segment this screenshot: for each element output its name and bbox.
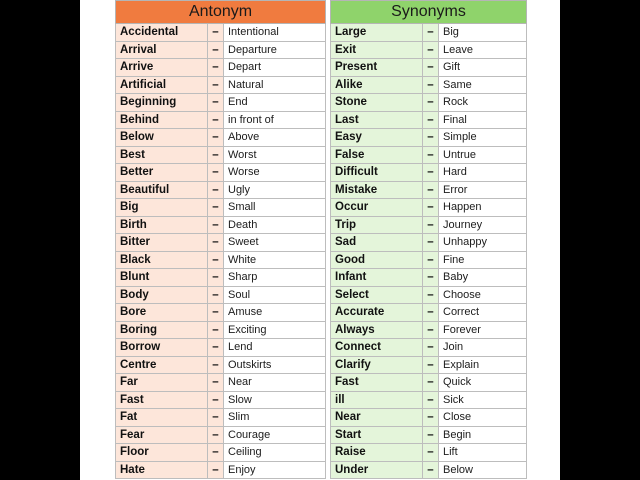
- synonym-dash-cell: –: [423, 374, 439, 392]
- antonym-word-cell: Bitter: [116, 234, 208, 252]
- synonym-pair-cell: Same: [439, 76, 527, 94]
- synonym-word-cell: Difficult: [331, 164, 423, 182]
- synonym-word-cell: Start: [331, 426, 423, 444]
- synonym-row: [331, 234, 527, 252]
- antonym-row: [116, 216, 326, 234]
- synonym-row: [331, 251, 527, 269]
- synonym-pair-cell: Journey: [439, 216, 527, 234]
- antonym-pair-cell: Natural: [224, 76, 326, 94]
- synonym-row: [331, 41, 527, 59]
- antonym-pair-cell: Sharp: [224, 269, 326, 287]
- synonym-word-cell: Alike: [331, 76, 423, 94]
- synonym-word-cell: Always: [331, 321, 423, 339]
- synonym-word-cell: Fast: [331, 374, 423, 392]
- antonym-row: [116, 24, 326, 42]
- antonym-row: [116, 286, 326, 304]
- antonym-dash-cell: –: [208, 164, 224, 182]
- antonym-dash-cell: –: [208, 59, 224, 77]
- antonym-word-cell: Hate: [116, 461, 208, 479]
- synonym-word-cell: Sad: [331, 234, 423, 252]
- antonym-dash-cell: –: [208, 444, 224, 462]
- antonym-row: [116, 321, 326, 339]
- synonym-word-cell: Occur: [331, 199, 423, 217]
- synonym-pair-cell: Unhappy: [439, 234, 527, 252]
- antonym-rows: [116, 24, 326, 479]
- antonym-row: [116, 94, 326, 112]
- antonym-row: [116, 76, 326, 94]
- antonym-pair-cell: Depart: [224, 59, 326, 77]
- synonym-dash-cell: –: [423, 426, 439, 444]
- synonym-row: [331, 129, 527, 147]
- antonym-word-cell: Beginning: [116, 94, 208, 112]
- synonym-word-cell: Stone: [331, 94, 423, 112]
- synonym-pair-cell: Explain: [439, 356, 527, 374]
- antonym-word-cell: Fear: [116, 426, 208, 444]
- synonym-dash-cell: –: [423, 164, 439, 182]
- synonym-pair-cell: Sick: [439, 391, 527, 409]
- antonym-dash-cell: –: [208, 409, 224, 427]
- synonym-word-cell: Connect: [331, 339, 423, 357]
- synonym-pair-cell: Final: [439, 111, 527, 129]
- synonym-word-cell: Accurate: [331, 304, 423, 322]
- antonym-pair-cell: White: [224, 251, 326, 269]
- antonym-pair-cell: Ugly: [224, 181, 326, 199]
- synonym-row: [331, 146, 527, 164]
- synonym-pair-cell: Begin: [439, 426, 527, 444]
- synonym-header: Synonyms: [331, 1, 527, 24]
- synonym-dash-cell: –: [423, 59, 439, 77]
- synonym-row: [331, 181, 527, 199]
- antonym-pair-cell: Worse: [224, 164, 326, 182]
- antonym-word-cell: Best: [116, 146, 208, 164]
- antonym-pair-cell: Outskirts: [224, 356, 326, 374]
- antonym-dash-cell: –: [208, 111, 224, 129]
- antonym-word-cell: Far: [116, 374, 208, 392]
- synonym-pair-cell: Simple: [439, 129, 527, 147]
- synonym-word-cell: ill: [331, 391, 423, 409]
- antonym-word-cell: Borrow: [116, 339, 208, 357]
- synonym-row: [331, 356, 527, 374]
- synonym-pair-cell: Close: [439, 409, 527, 427]
- antonym-dash-cell: –: [208, 339, 224, 357]
- antonym-dash-cell: –: [208, 181, 224, 199]
- synonym-row: [331, 321, 527, 339]
- antonym-word-cell: Accidental: [116, 24, 208, 42]
- antonym-row: [116, 164, 326, 182]
- antonym-word-cell: Body: [116, 286, 208, 304]
- antonym-row: [116, 251, 326, 269]
- synonym-dash-cell: –: [423, 444, 439, 462]
- synonym-dash-cell: –: [423, 409, 439, 427]
- antonym-pair-cell: End: [224, 94, 326, 112]
- synonym-row: [331, 24, 527, 42]
- synonym-pair-cell: Happen: [439, 199, 527, 217]
- synonym-word-cell: False: [331, 146, 423, 164]
- synonym-word-cell: Good: [331, 251, 423, 269]
- synonym-pair-cell: Join: [439, 339, 527, 357]
- antonym-table: [115, 0, 326, 479]
- synonym-word-cell: Infant: [331, 269, 423, 287]
- synonym-pair-cell: Lift: [439, 444, 527, 462]
- synonym-word-cell: Last: [331, 111, 423, 129]
- synonym-word-cell: Mistake: [331, 181, 423, 199]
- antonym-word-cell: Better: [116, 164, 208, 182]
- synonym-row: [331, 164, 527, 182]
- antonym-word-cell: Artificial: [116, 76, 208, 94]
- antonym-word-cell: Arrive: [116, 59, 208, 77]
- synonym-pair-cell: Fine: [439, 251, 527, 269]
- antonym-row: [116, 426, 326, 444]
- synonym-row: [331, 374, 527, 392]
- synonym-dash-cell: –: [423, 304, 439, 322]
- synonym-word-cell: Trip: [331, 216, 423, 234]
- antonym-dash-cell: –: [208, 461, 224, 479]
- synonym-word-cell: Under: [331, 461, 423, 479]
- synonym-row: [331, 339, 527, 357]
- synonym-dash-cell: –: [423, 199, 439, 217]
- synonym-pair-cell: Below: [439, 461, 527, 479]
- antonym-word-cell: Boring: [116, 321, 208, 339]
- antonym-word-cell: Centre: [116, 356, 208, 374]
- antonym-dash-cell: –: [208, 269, 224, 287]
- synonym-dash-cell: –: [423, 356, 439, 374]
- synonym-row: [331, 304, 527, 322]
- antonym-pair-cell: Amuse: [224, 304, 326, 322]
- synonym-pair-cell: Forever: [439, 321, 527, 339]
- antonym-row: [116, 129, 326, 147]
- synonym-row: [331, 59, 527, 77]
- synonym-dash-cell: –: [423, 391, 439, 409]
- synonym-row: [331, 111, 527, 129]
- synonym-dash-cell: –: [423, 146, 439, 164]
- antonym-word-cell: Behind: [116, 111, 208, 129]
- synonym-row: [331, 76, 527, 94]
- synonym-pair-cell: Correct: [439, 304, 527, 322]
- antonym-pair-cell: Ceiling: [224, 444, 326, 462]
- antonym-dash-cell: –: [208, 321, 224, 339]
- synonym-dash-cell: –: [423, 321, 439, 339]
- synonym-pair-cell: Untrue: [439, 146, 527, 164]
- antonym-dash-cell: –: [208, 426, 224, 444]
- synonym-dash-cell: –: [423, 269, 439, 287]
- synonym-word-cell: Easy: [331, 129, 423, 147]
- synonym-dash-cell: –: [423, 76, 439, 94]
- synonym-pair-cell: Big: [439, 24, 527, 42]
- synonym-dash-cell: –: [423, 41, 439, 59]
- synonym-word-cell: Present: [331, 59, 423, 77]
- antonym-pair-cell: Slow: [224, 391, 326, 409]
- synonym-row: [331, 426, 527, 444]
- synonym-header-row: [331, 1, 527, 24]
- synonym-row: [331, 94, 527, 112]
- antonym-dash-cell: –: [208, 286, 224, 304]
- antonym-dash-cell: –: [208, 251, 224, 269]
- synonym-row: [331, 391, 527, 409]
- antonym-pair-cell: Lend: [224, 339, 326, 357]
- synonym-dash-cell: –: [423, 94, 439, 112]
- synonym-dash-cell: –: [423, 181, 439, 199]
- antonym-row: [116, 269, 326, 287]
- antonym-pair-cell: Near: [224, 374, 326, 392]
- antonym-word-cell: Bore: [116, 304, 208, 322]
- antonym-pair-cell: Slim: [224, 409, 326, 427]
- synonym-row: [331, 444, 527, 462]
- synonym-dash-cell: –: [423, 251, 439, 269]
- synonym-pair-cell: Error: [439, 181, 527, 199]
- antonym-word-cell: Big: [116, 199, 208, 217]
- antonym-dash-cell: –: [208, 129, 224, 147]
- antonym-pair-cell: Intentional: [224, 24, 326, 42]
- antonym-header-row: [116, 1, 326, 24]
- antonym-row: [116, 356, 326, 374]
- antonym-dash-cell: –: [208, 234, 224, 252]
- antonym-word-cell: Birth: [116, 216, 208, 234]
- antonym-word-cell: Fat: [116, 409, 208, 427]
- antonym-pair-cell: Small: [224, 199, 326, 217]
- synonym-row: [331, 461, 527, 479]
- antonym-row: [116, 199, 326, 217]
- antonym-dash-cell: –: [208, 199, 224, 217]
- synonym-word-cell: Raise: [331, 444, 423, 462]
- antonym-row: [116, 304, 326, 322]
- antonym-row: [116, 374, 326, 392]
- antonym-word-cell: Black: [116, 251, 208, 269]
- synonym-pair-cell: Choose: [439, 286, 527, 304]
- antonym-row: [116, 444, 326, 462]
- synonym-pair-cell: Baby: [439, 269, 527, 287]
- antonym-row: [116, 146, 326, 164]
- synonym-word-cell: Near: [331, 409, 423, 427]
- synonym-dash-cell: –: [423, 24, 439, 42]
- antonym-dash-cell: –: [208, 356, 224, 374]
- antonym-dash-cell: –: [208, 304, 224, 322]
- synonym-word-cell: Clarify: [331, 356, 423, 374]
- synonym-dash-cell: –: [423, 461, 439, 479]
- word-list-page: [80, 0, 560, 480]
- synonym-row: [331, 216, 527, 234]
- synonym-row: [331, 409, 527, 427]
- synonym-dash-cell: –: [423, 216, 439, 234]
- synonym-pair-cell: Hard: [439, 164, 527, 182]
- synonym-row: [331, 286, 527, 304]
- antonym-word-cell: Floor: [116, 444, 208, 462]
- antonym-pair-cell: Soul: [224, 286, 326, 304]
- synonym-row: [331, 199, 527, 217]
- synonym-pair-cell: Leave: [439, 41, 527, 59]
- synonym-pair-cell: Quick: [439, 374, 527, 392]
- antonym-dash-cell: –: [208, 216, 224, 234]
- synonym-dash-cell: –: [423, 339, 439, 357]
- antonym-header: Antonym: [116, 1, 326, 24]
- synonym-dash-cell: –: [423, 234, 439, 252]
- antonym-pair-cell: Departure: [224, 41, 326, 59]
- antonym-pair-cell: Courage: [224, 426, 326, 444]
- antonym-row: [116, 181, 326, 199]
- antonym-row: [116, 409, 326, 427]
- antonym-row: [116, 234, 326, 252]
- antonym-dash-cell: –: [208, 76, 224, 94]
- antonym-dash-cell: –: [208, 94, 224, 112]
- antonym-word-cell: Blunt: [116, 269, 208, 287]
- antonym-row: [116, 339, 326, 357]
- synonym-table: [330, 0, 527, 479]
- antonym-pair-cell: Death: [224, 216, 326, 234]
- antonym-pair-cell: Sweet: [224, 234, 326, 252]
- antonym-word-cell: Arrival: [116, 41, 208, 59]
- antonym-pair-cell: Enjoy: [224, 461, 326, 479]
- synonym-pair-cell: Rock: [439, 94, 527, 112]
- synonym-word-cell: Select: [331, 286, 423, 304]
- synonym-rows: [331, 24, 527, 479]
- synonym-row: [331, 269, 527, 287]
- antonym-row: [116, 391, 326, 409]
- synonym-dash-cell: –: [423, 129, 439, 147]
- antonym-dash-cell: –: [208, 146, 224, 164]
- antonym-row: [116, 461, 326, 479]
- antonym-word-cell: Below: [116, 129, 208, 147]
- antonym-row: [116, 41, 326, 59]
- synonym-word-cell: Exit: [331, 41, 423, 59]
- synonym-pair-cell: Gift: [439, 59, 527, 77]
- synonym-word-cell: Large: [331, 24, 423, 42]
- antonym-word-cell: Fast: [116, 391, 208, 409]
- antonym-dash-cell: –: [208, 41, 224, 59]
- antonym-pair-cell: Worst: [224, 146, 326, 164]
- antonym-dash-cell: –: [208, 391, 224, 409]
- antonym-row: [116, 59, 326, 77]
- antonym-pair-cell: in front of: [224, 111, 326, 129]
- antonym-row: [116, 111, 326, 129]
- antonym-pair-cell: Above: [224, 129, 326, 147]
- synonym-dash-cell: –: [423, 286, 439, 304]
- antonym-dash-cell: –: [208, 24, 224, 42]
- antonym-word-cell: Beautiful: [116, 181, 208, 199]
- synonym-dash-cell: –: [423, 111, 439, 129]
- antonym-pair-cell: Exciting: [224, 321, 326, 339]
- antonym-dash-cell: –: [208, 374, 224, 392]
